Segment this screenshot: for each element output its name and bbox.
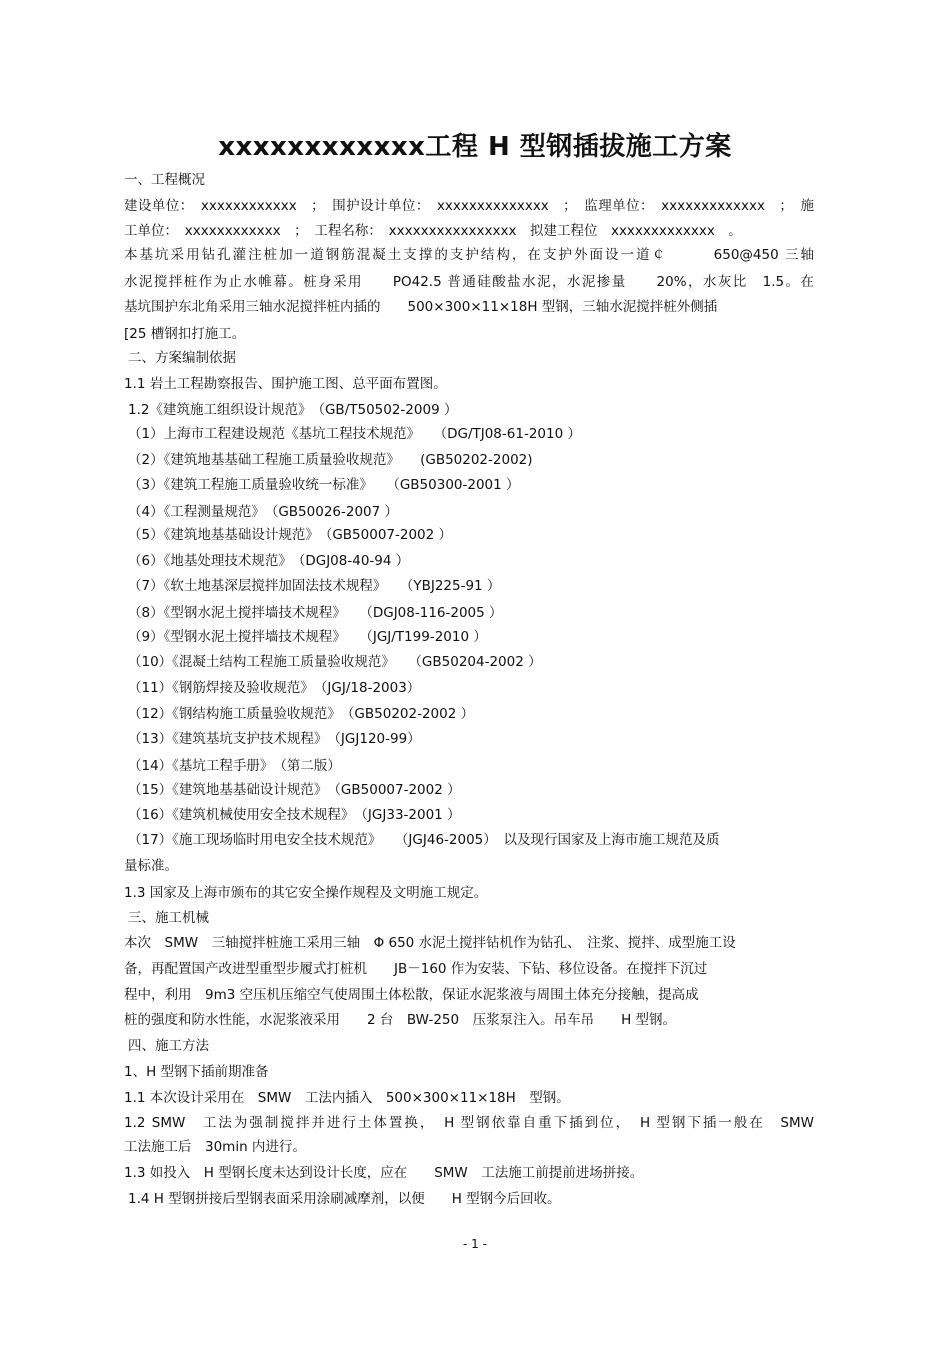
- page-number: - 1 -: [463, 1237, 487, 1251]
- paragraph-line: 本次 SMW 三轴搅拌桩施工采用三轴 Φ 650 水泥土搅拌钻机作为钻孔、 注浆、搅拌、成型施工设: [124, 935, 736, 951]
- reference-item: （13）《建筑基坑支护技术规程》 （JGJ120-99）: [128, 731, 421, 747]
- reference-item: （5）《建筑地基基础设计规范》 （GB50007-2002 ）: [128, 527, 453, 543]
- paragraph-line: 1.3 如投入 H 型钢长度未达到设计长度，应在 SMW 工法施工前提前进场拼接。: [124, 1165, 644, 1181]
- reference-item: （11）《钢筋焊接及验收规范》 （JGJ/18-2003）: [128, 680, 421, 696]
- reference-item: （12）《钢结构施工质量验收规范》 （GB50202-2002 ）: [128, 706, 475, 722]
- reference-item: （14）《基坑工程手册》 （第二版）: [128, 758, 341, 774]
- reference-item: （10）《混凝土结构工程施工质量验收规范》 （GB50204-2002 ）: [128, 654, 542, 670]
- reference-item: （9）《型钢水泥土搅拌墙技术规程》 （JGJ/T199-2010 ）: [128, 629, 487, 645]
- section-heading: 三、施工机械: [128, 910, 209, 926]
- reference-item: （1）上海市工程建设规范《基坑工程技术规范》 （DG/TJ08-61-2010 ）: [128, 426, 581, 442]
- paragraph-line: 基坑围护东北角采用三轴水泥搅拌桩内插的 500×300×11×18H 型钢，三轴水泥搅拌桩外侧插: [124, 299, 718, 315]
- reference-item: （6）《地基处理技术规范》 （DGJ08-40-94 ）: [128, 553, 410, 569]
- paragraph-line: 1.1 本次设计采用在 SMW 工法内插入 500×300×11×18H 型钢。: [124, 1090, 570, 1106]
- paragraph-line: 本基坑采用钻孔灌注桩加一道钢筋混凝土支撑的支护结构，在支护外面设一道￠ 650@450 三轴: [124, 247, 814, 263]
- reference-item: （16）《建筑机械使用安全技术规程》 （JGJ33-2001 ）: [128, 807, 461, 823]
- reference-item: （17）《施工现场临时用电安全技术规范》 （JGJ46-2005） 以及现行国家及上海市施工规范及质: [128, 832, 720, 848]
- reference-item: 1.1 岩土工程勘察报告、围护施工图、总平面布置图。: [124, 376, 447, 392]
- paragraph-line: 桩的强度和防水性能，水泥浆液采用 2 台 BW-250 压浆泵注入。吊车吊 H 型钢。: [124, 1012, 677, 1028]
- paragraph-line: 程中，利用 9m3 空压机压缩空气使周围土体松散，保证水泥浆液与周围土体充分接触，提高成: [124, 987, 699, 1003]
- paragraph-line: 工单位： xxxxxxxxxxxx ； 工程名称： xxxxxxxxxxxxxxxx 拟建工程位 xxxxxxxxxxxxx 。: [124, 223, 742, 239]
- paragraph-line: 工法施工后 30min 内进行。: [124, 1139, 306, 1155]
- reference-item: （4）《工程测量规范》 （GB50026-2007 ）: [128, 504, 399, 520]
- document-title: xxxxxxxxxxxx工程 H 型钢插拔施工方案: [218, 132, 732, 162]
- reference-item: （7）《软土地基深层搅拌加固法技术规程》 （YBJ225-91 ）: [128, 578, 501, 594]
- subsection-heading: 1、H 型钢下插前期准备: [124, 1064, 269, 1080]
- reference-item: （2）《建筑地基基础工程施工质量验收规范》 (GB50202-2002): [128, 452, 533, 468]
- paragraph-line: 建设单位： xxxxxxxxxxxx ； 围护设计单位： xxxxxxxxxxxxxx ； 监理单位： xxxxxxxxxxxxx ； 施: [124, 198, 814, 214]
- paragraph-line: 1.2 SMW 工法为强制搅拌并进行土体置换， H 型钢依靠自重下插到位， H 型钢下插一般在 SMW: [124, 1115, 814, 1131]
- paragraph-line: 备，再配置国产改进型重型步履式打桩机 JB－160 作为安装、下钻、移位设备。在搅拌下沉过: [124, 961, 708, 977]
- reference-item: （8）《型钢水泥土搅拌墙技术规程》 （DGJ08-116-2005 ）: [128, 605, 503, 621]
- section-heading: 四、施工方法: [128, 1038, 209, 1054]
- section-heading: 二、方案编制依据: [128, 350, 236, 366]
- paragraph-line: 量标准。: [124, 858, 178, 874]
- section-heading: 一、工程概况: [124, 172, 205, 188]
- paragraph-line: 1.4 H 型钢拼接后型钢表面采用涂刷减摩剂，以便 H 型钢今后回收。: [128, 1191, 561, 1207]
- paragraph-line: 1.3 国家及上海市颁布的其它安全操作规程及文明施工规定。: [124, 885, 488, 901]
- paragraph-line: [25 槽钢扣打施工。: [124, 326, 246, 342]
- reference-item: （3）《建筑工程施工质量验收统一标准》 （GB50300-2001 ）: [128, 477, 520, 493]
- reference-item: （15）《建筑地基基础设计规范》 （GB50007-2002 ）: [128, 782, 461, 798]
- reference-item: 1.2《建筑施工组织设计规范》 （GB/T50502-2009 ）: [128, 402, 458, 418]
- paragraph-line: 水泥搅拌桩作为止水帷幕。桩身采用 PO42.5 普通硅酸盐水泥，水泥掺量 20%，水灰比 1.5。在: [124, 274, 814, 290]
